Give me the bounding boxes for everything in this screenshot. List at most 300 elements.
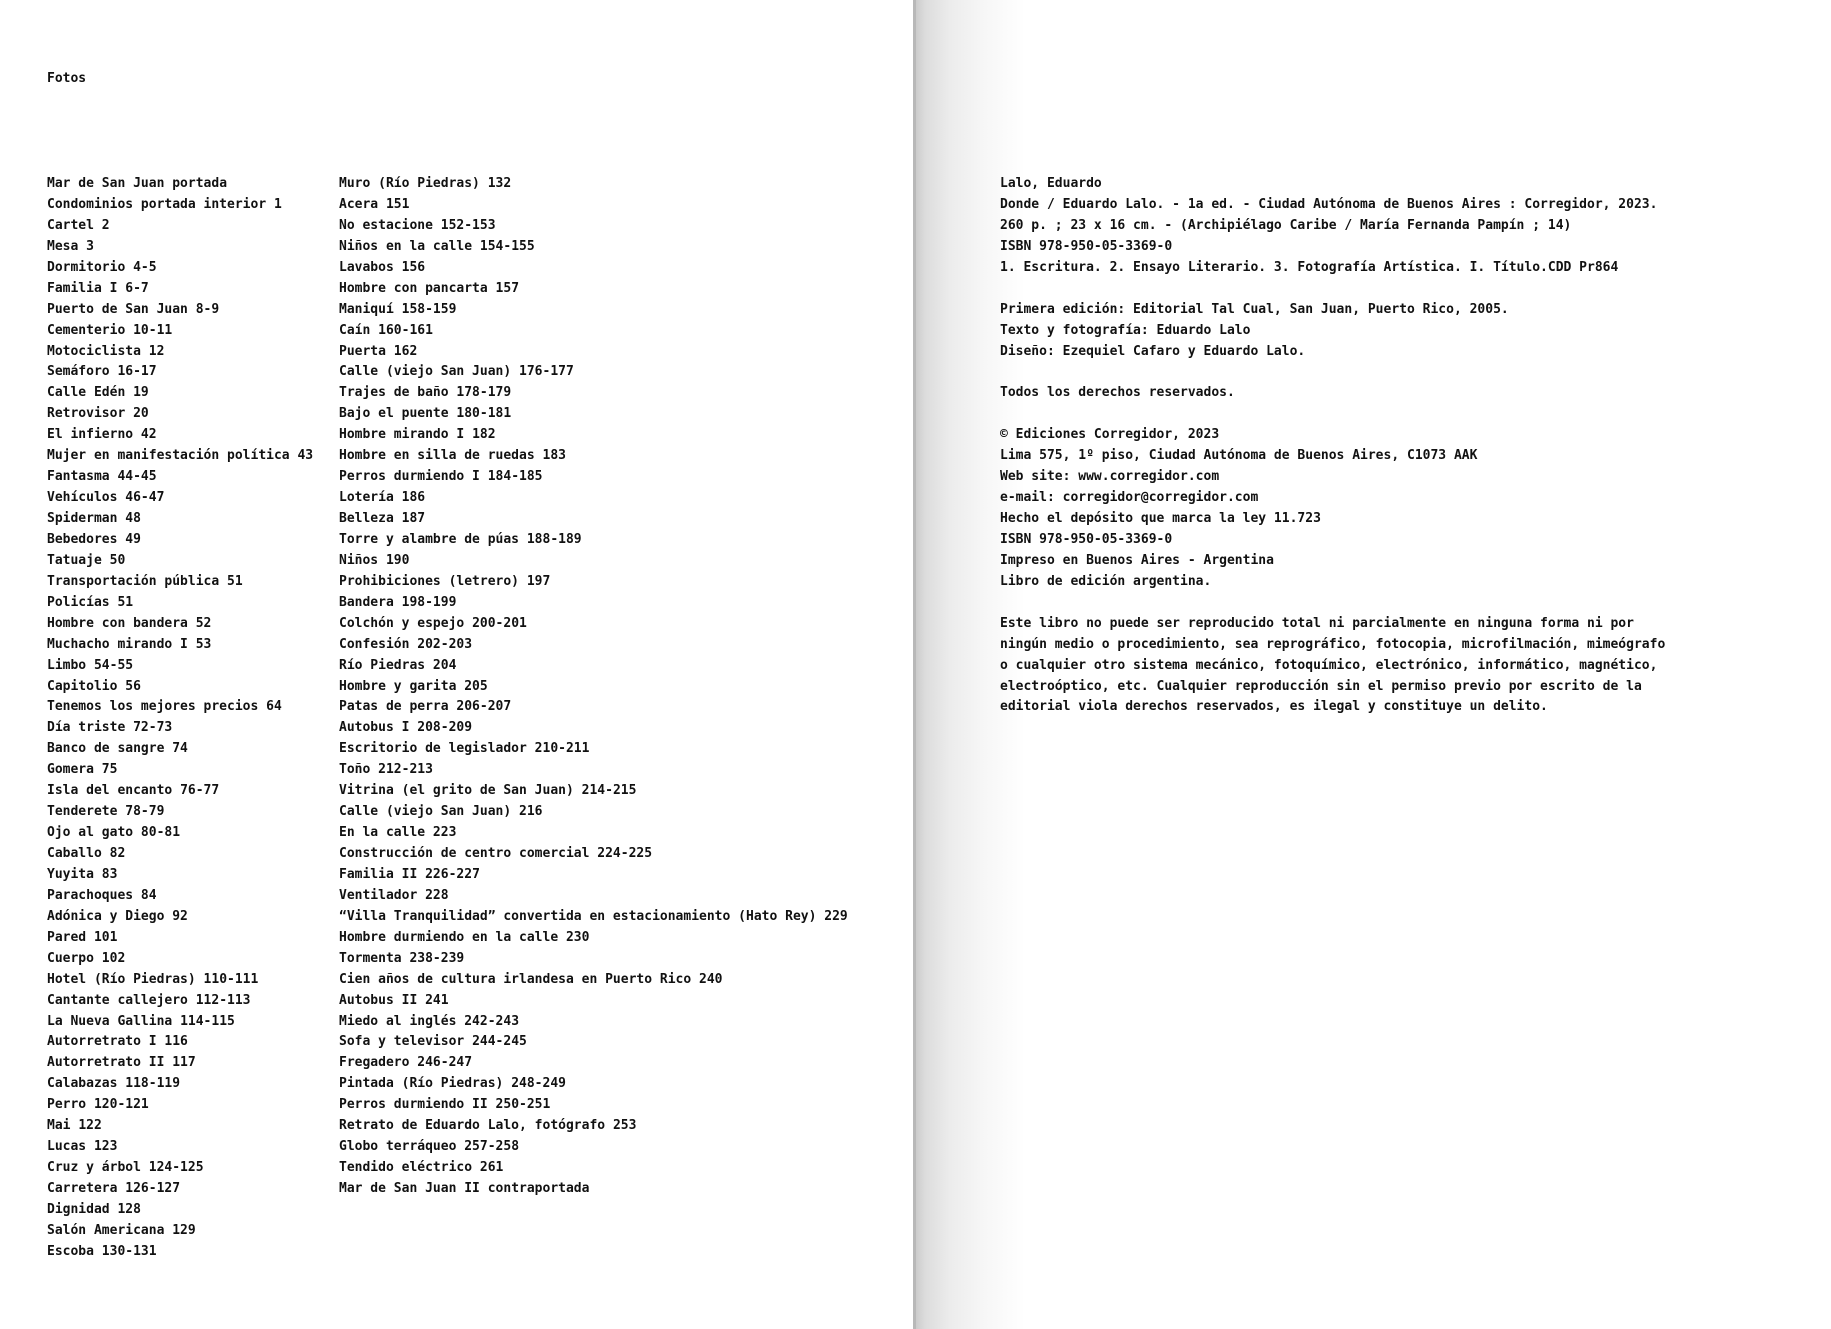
photo-page-number: 126-127	[125, 1181, 181, 1196]
photo-title: Bandera	[339, 594, 394, 610]
photo-title: Mai	[47, 1118, 71, 1134]
photo-page-number: 226-227	[425, 866, 480, 882]
photo-title: Lotería	[339, 490, 394, 506]
photo-title: Niños en la calle	[339, 238, 473, 254]
photo-title: Acera	[339, 196, 379, 212]
photo-list-item	[339, 300, 848, 321]
photo-list-item	[47, 509, 313, 530]
catalog-line: 1. Escritura. 2. Ensayo Literario. 3. Fotografía Artística. I. Título.CDD Pr864	[1000, 259, 1619, 275]
photo-list-item	[47, 593, 313, 614]
photo-page-number: 16-17	[117, 364, 157, 380]
photo-list-item	[47, 1053, 313, 1074]
photo-title: Tatuaje	[47, 552, 102, 568]
photo-list-item	[47, 237, 313, 258]
photo-title: Escritorio de legislador	[339, 741, 527, 757]
photo-list-item	[47, 174, 313, 195]
photo-list-item	[339, 446, 848, 467]
photo-title: Calabazas	[47, 1076, 118, 1092]
photo-list-item	[47, 970, 313, 991]
photo-list-item	[339, 593, 848, 614]
photo-title: Bebedores	[47, 531, 118, 547]
photo-page-number: 188-189	[526, 531, 582, 547]
photo-title: Perros durmiendo I	[339, 469, 480, 485]
photo-list-item	[339, 383, 848, 404]
photo-list-item	[339, 656, 848, 677]
photo-list-item	[339, 1137, 848, 1158]
photo-title: Hombre mirando I	[339, 427, 465, 443]
photo-list-item	[339, 237, 848, 258]
photo-list-item	[339, 844, 848, 865]
photo-title: Río Piedras	[339, 657, 426, 673]
photo-list-item	[47, 802, 313, 823]
photo-title: Prohibiciones (letrero)	[339, 573, 520, 589]
photo-page-number: 178-179	[456, 385, 512, 401]
photo-title: Retrato de Eduardo Lalo, fotógrafo	[339, 1118, 606, 1134]
photo-list-item	[47, 781, 313, 802]
photo-page-number: 123	[93, 1139, 118, 1155]
photo-list-item	[339, 907, 848, 928]
photo-page-number: 180-181	[456, 406, 512, 422]
right-page	[915, 0, 1831, 1329]
publisher-line: Lima 575, 1º piso, Ciudad Autónoma de Buenos Aires, C1073 AAK	[1000, 448, 1478, 464]
photo-title: El infierno	[47, 427, 134, 443]
photo-title: Maniquí	[339, 301, 394, 317]
photo-list-item	[339, 677, 848, 698]
photo-list-item	[47, 1200, 313, 1221]
photo-title: Gomera	[47, 762, 94, 778]
photo-page-number: 230	[565, 929, 590, 945]
photo-list-item	[339, 572, 848, 593]
photo-title: Policías	[47, 594, 110, 610]
photo-page-number: 82	[109, 846, 126, 861]
photo-page-number: 240	[699, 971, 723, 987]
photo-title: Mar de San Juan	[47, 176, 165, 191]
photo-page-number: 184-185	[487, 469, 543, 485]
photo-list-item	[47, 362, 313, 383]
photo-page-number: 80-81	[140, 825, 181, 841]
photo-page-number: 190	[385, 552, 410, 568]
photo-page-number: 44-45	[117, 469, 157, 485]
photo-list-item	[339, 949, 848, 970]
photo-page-number: 10-11	[133, 322, 173, 338]
photo-list-item	[47, 216, 313, 237]
photo-list-item	[47, 404, 313, 425]
photo-page-number: 182	[472, 427, 496, 443]
photo-list-item	[339, 404, 848, 425]
photo-page-number: 114-115	[180, 1013, 235, 1029]
photo-title: Niños	[339, 552, 379, 568]
photo-title: Cien años de cultura irlandesa en Puerto Rico	[339, 971, 692, 987]
photo-page-number: 238-239	[409, 950, 465, 966]
photo-list-item	[47, 279, 313, 300]
photo-title: Hotel (Río Piedras)	[47, 971, 196, 987]
publisher-block	[1000, 425, 1665, 593]
photo-list-item	[339, 174, 848, 195]
photo-list-item	[47, 907, 313, 928]
photo-list-item	[339, 1012, 848, 1033]
photo-list-item	[47, 1137, 313, 1158]
photo-title: Muchacho mirando I	[47, 636, 188, 652]
photo-title: “Villa Tranquilidad” convertida en estacionamiento (Hato Rey)	[339, 908, 817, 924]
photo-title: Hombre durmiendo en la calle	[339, 929, 559, 945]
photo-title: Puerta	[339, 343, 386, 359]
publisher-line: Impreso en Buenos Aires - Argentina	[1000, 552, 1274, 568]
photo-list-column-1	[47, 174, 313, 1263]
photo-page-number: 12	[148, 343, 165, 359]
photo-list-item	[47, 677, 313, 698]
photo-page-number: 244-245	[472, 1034, 527, 1050]
photo-title: Hombre y garita	[339, 678, 457, 694]
photo-page-number: portada	[172, 176, 228, 191]
photo-page-number: 154-155	[479, 238, 535, 254]
photo-title: Hombre con pancarta	[339, 280, 488, 296]
photo-title: Capitolio	[47, 678, 118, 694]
spacer	[1000, 593, 1665, 614]
photo-list-item	[47, 383, 313, 404]
photo-title: Perro	[47, 1097, 87, 1113]
photo-list-item	[47, 572, 313, 593]
publisher-line: © Ediciones Corregidor, 2023	[1000, 427, 1220, 443]
photo-page-number: 49	[125, 531, 141, 547]
photo-title: Cruz y árbol	[47, 1160, 141, 1176]
photo-page-number: 53	[195, 636, 212, 652]
photo-list-item	[47, 321, 313, 342]
photo-page-number: 6-7	[125, 280, 149, 296]
photo-list-item	[339, 321, 848, 342]
legal-line: electroóptico, etc. Cualquier reproducción sin el permiso previo por escrito de la	[1000, 678, 1642, 694]
photo-page-number: 42	[140, 427, 157, 443]
photo-title: Hombre con bandera	[47, 615, 188, 631]
photo-title: Cantante callejero	[47, 992, 188, 1008]
photo-list-item	[47, 1012, 313, 1033]
photo-page-number: 84	[140, 887, 157, 903]
photo-list-item	[339, 342, 848, 363]
photo-list-item	[47, 446, 313, 467]
photo-page-number: 224-225	[597, 846, 653, 861]
catalog-block	[1000, 174, 1665, 279]
photo-page-number: 228	[425, 887, 449, 903]
photo-page-number: 48	[125, 511, 141, 526]
photo-list-item	[47, 195, 313, 216]
photo-list-item	[47, 823, 313, 844]
photo-title: Fantasma	[47, 469, 110, 485]
photo-page-number: 76-77	[180, 783, 220, 799]
photo-list-item	[339, 551, 848, 572]
photo-page-number: 3	[86, 238, 94, 254]
photo-list-item	[339, 928, 848, 949]
photo-page-number: 253	[612, 1118, 637, 1134]
photo-title: Calle Edén	[47, 385, 126, 401]
photo-page-number: 78-79	[125, 804, 165, 820]
edition-line: Primera edición: Editorial Tal Cual, San Juan, Puerto Rico, 2005.	[1000, 301, 1509, 317]
photo-page-number: 183	[542, 448, 566, 464]
photo-title: Patas de perra	[339, 699, 449, 715]
photo-list-item	[339, 1158, 848, 1179]
photo-page-number: 248-249	[511, 1076, 566, 1092]
photo-page-number: 72-73	[133, 720, 173, 736]
photo-list-item	[339, 760, 848, 781]
photo-title: Autorretrato II	[47, 1055, 165, 1071]
photo-page-number: 223	[432, 825, 457, 841]
photo-page-number: 202-203	[417, 636, 473, 652]
photo-title: Condominios portada interior	[47, 196, 267, 212]
photo-title: Motociclista	[47, 343, 141, 359]
photo-title: Tormenta	[339, 950, 402, 966]
photo-page-number: 216	[519, 804, 543, 820]
photo-title: Mesa	[47, 238, 79, 254]
photo-list-item	[339, 509, 848, 530]
photo-page-number: 54-55	[93, 657, 134, 673]
catalog-line: ISBN 978-950-05-3369-0	[1000, 238, 1173, 254]
photo-list-item	[47, 635, 313, 656]
photo-list-item	[47, 488, 313, 509]
legal-line: ningún medio o procedimiento, sea reprográfico, fotocopia, microfilmación, mimeógrafo	[1000, 636, 1666, 652]
photo-list-item	[47, 1032, 313, 1053]
edition-line: Diseño: Ezequiel Cafaro y Eduardo Lalo.	[1000, 343, 1306, 359]
photo-page-number: 160-161	[378, 322, 433, 338]
photo-list-item	[47, 844, 313, 865]
photo-page-number: 198-199	[401, 594, 457, 610]
photo-list-item	[47, 551, 313, 572]
photo-page-number: 197	[526, 573, 551, 589]
photo-title: Familia I	[47, 280, 118, 296]
photo-page-number: 46-47	[125, 490, 165, 506]
photo-title: En la calle	[339, 825, 426, 841]
photo-page-number: 250-251	[495, 1097, 551, 1113]
photo-title: Spiderman	[47, 511, 118, 526]
photo-list-item	[339, 1116, 848, 1137]
photo-page-number: 187	[401, 511, 426, 526]
photo-title: Carretera	[47, 1181, 118, 1196]
rights-line: Todos los derechos reservados.	[1000, 385, 1235, 401]
photo-list-item	[339, 1095, 848, 1116]
publisher-line: ISBN 978-950-05-3369-0	[1000, 531, 1173, 547]
photo-title: Perros durmiendo II	[339, 1097, 488, 1113]
photo-title: Día triste	[47, 720, 126, 736]
photo-title: Mar de San Juan II	[339, 1181, 480, 1196]
photo-list-item	[47, 530, 313, 551]
photo-title: Cuerpo	[47, 950, 94, 966]
photo-page-number: 132	[487, 176, 512, 191]
photo-title: Adónica y Diego	[47, 908, 165, 924]
photo-title: Fregadero	[339, 1055, 410, 1071]
photo-list-item	[339, 467, 848, 488]
photo-page-number: 74	[172, 741, 188, 757]
photo-page-number: 124-125	[148, 1160, 204, 1176]
photo-page-number: 51	[227, 573, 243, 589]
legal-line: o cualquier otro sistema mecánico, fotoquímico, electrónico, informático, magnético,	[1000, 657, 1658, 673]
photo-page-number: 128	[117, 1201, 141, 1217]
photo-list-item	[47, 991, 313, 1012]
photo-list-item	[339, 1074, 848, 1095]
photo-title: Salón Americana	[47, 1222, 165, 1238]
photo-title: Construcción de centro comercial	[339, 846, 590, 861]
photo-page-number: 75	[101, 762, 118, 778]
photo-title: Tenemos los mejores precios	[47, 699, 259, 715]
photo-page-number: 261	[479, 1160, 504, 1176]
photo-title: Lucas	[47, 1139, 87, 1155]
photo-list-item	[339, 530, 848, 551]
photo-title: Toño	[339, 762, 371, 778]
photo-title: Miedo al inglés	[339, 1013, 457, 1029]
photo-title: Hombre en silla de ruedas	[339, 448, 535, 464]
photo-title: Parachoques	[47, 887, 134, 903]
photo-page-number: 129	[172, 1222, 196, 1238]
photo-page-number: 118-119	[125, 1076, 181, 1092]
catalog-line: Lalo, Eduardo	[1000, 176, 1102, 191]
photo-page-number: 212-213	[378, 762, 433, 778]
photo-page-number: 43	[297, 448, 314, 464]
photo-title: Caín	[339, 322, 371, 338]
catalog-line: Donde / Eduardo Lalo. - 1a ed. - Ciudad Autónoma de Buenos Aires : Corregidor, 2023.	[1000, 196, 1658, 212]
photo-title: Bajo el puente	[339, 406, 449, 422]
photo-list-item	[339, 279, 848, 300]
photo-page-number: 110-111	[203, 971, 259, 987]
photo-list-item	[339, 718, 848, 739]
photo-title: Cartel	[47, 217, 94, 233]
colophon	[1000, 174, 1665, 718]
photo-title: Pintada (Río Piedras)	[339, 1076, 504, 1092]
photo-title: Semáforo	[47, 364, 110, 380]
photo-list-item	[339, 425, 848, 446]
photo-list-item	[47, 886, 313, 907]
photo-list-item	[339, 1032, 848, 1053]
photo-page-number: 257-258	[464, 1139, 520, 1155]
spacer	[1000, 404, 1665, 425]
photo-list-item	[47, 467, 313, 488]
photo-page-number: contraportada	[487, 1181, 590, 1196]
photo-page-number: 122	[78, 1118, 102, 1134]
publisher-line: Web site: www.corregidor.com	[1000, 469, 1220, 485]
photo-page-number: 8-9	[195, 301, 220, 317]
photo-list-item	[339, 614, 848, 635]
photo-title: La Nueva Gallina	[47, 1013, 173, 1029]
photo-list-item	[47, 1242, 313, 1263]
photo-list-item	[47, 656, 313, 677]
photo-list-item	[47, 614, 313, 635]
photo-title: Dormitorio	[47, 259, 126, 275]
photo-page-number: 200-201	[472, 615, 527, 631]
photo-title: Familia II	[339, 866, 418, 882]
photos-heading: Fotos	[47, 71, 87, 86]
photo-page-number: 246-247	[417, 1055, 473, 1071]
photo-page-number: 92	[172, 908, 188, 924]
photo-list-item	[339, 258, 848, 279]
photo-title: Belleza	[339, 511, 394, 526]
photo-list-item	[47, 258, 313, 279]
photo-page-number: 186	[401, 490, 426, 506]
photo-list-item	[47, 425, 313, 446]
photo-page-number: 20	[133, 406, 149, 422]
photo-list-item	[339, 488, 848, 509]
photo-list-item	[339, 195, 848, 216]
publisher-line: e-mail: corregidor@corregidor.com	[1000, 490, 1259, 506]
photo-list-item	[47, 1116, 313, 1137]
photo-title: Puerto de San Juan	[47, 301, 188, 317]
photo-title: Ojo al gato	[47, 825, 134, 841]
photo-title: Autobus I	[339, 720, 410, 736]
photo-page-number: 241	[425, 992, 449, 1008]
photo-list-item	[339, 991, 848, 1012]
photo-title: Isla del encanto	[47, 783, 173, 799]
photo-title: Tenderete	[47, 804, 118, 820]
photo-page-number: 64	[266, 699, 282, 715]
photo-title: Caballo	[47, 846, 102, 861]
photo-list-item	[339, 1053, 848, 1074]
photo-title: Globo terráqueo	[339, 1139, 457, 1155]
photo-title: Sofa y televisor	[339, 1034, 465, 1050]
photo-page-number: 210-211	[534, 741, 590, 757]
photo-list-item	[339, 823, 848, 844]
rights-block	[1000, 383, 1665, 404]
photo-title: Autobus II	[339, 992, 418, 1008]
photo-page-number: 205	[464, 678, 488, 694]
photo-page-number: 204	[432, 657, 457, 673]
photo-title: No estacione	[339, 217, 433, 233]
photo-page-number: 112-113	[195, 992, 251, 1008]
photo-title: Banco de sangre	[47, 741, 165, 757]
photo-page-number: 102	[101, 950, 126, 966]
photo-title: Dignidad	[47, 1201, 110, 1217]
photo-title: Pared	[47, 929, 87, 945]
photo-list-item	[47, 1074, 313, 1095]
photo-page-number: 242-243	[464, 1013, 520, 1029]
photo-page-number: 52	[195, 615, 212, 631]
photo-list-item	[47, 1179, 313, 1200]
photo-list-item	[47, 697, 313, 718]
photo-list-item	[47, 300, 313, 321]
photo-list-item	[47, 760, 313, 781]
photo-list-item	[47, 928, 313, 949]
photo-title: Transportación pública	[47, 573, 220, 589]
photo-page-number: 19	[133, 385, 149, 401]
catalog-line: 260 p. ; 23 x 16 cm. - (Archipiélago Caribe / María Fernanda Pampín ; 14)	[1000, 217, 1572, 233]
photo-page-number: 4-5	[133, 259, 157, 275]
photo-list-item	[47, 718, 313, 739]
photo-title: Vitrina (el grito de San Juan)	[339, 783, 574, 799]
photo-list-item	[47, 342, 313, 363]
photo-list-item	[47, 1158, 313, 1179]
photo-page-number: 156	[401, 259, 426, 275]
photo-list-item	[47, 739, 313, 760]
edition-line: Texto y fotografía: Eduardo Lalo	[1000, 322, 1251, 338]
photo-list-item	[47, 949, 313, 970]
photo-page-number: 130-131	[101, 1243, 157, 1259]
photo-page-number: 162	[393, 343, 418, 359]
photo-list-item	[47, 1095, 313, 1116]
photo-page-number: 101	[93, 929, 118, 945]
photo-page-number: 158-159	[401, 301, 457, 317]
spacer	[1000, 279, 1665, 300]
photo-page-number: 229	[824, 908, 848, 924]
photo-list-item	[339, 739, 848, 760]
photo-title: Vehículos	[47, 490, 118, 506]
photo-title: Calle (viejo San Juan)	[339, 364, 512, 380]
publisher-line: Libro de edición argentina.	[1000, 573, 1212, 589]
photo-page-number: 83	[101, 866, 118, 882]
photo-page-number: 1	[273, 196, 282, 212]
photo-page-number: 56	[125, 678, 141, 694]
photo-page-number: 206-207	[456, 699, 512, 715]
photo-page-number: 2	[101, 217, 110, 233]
photo-page-number: 152-153	[440, 217, 496, 233]
photo-page-number: 120-121	[93, 1097, 149, 1113]
photo-list-item	[339, 216, 848, 237]
photo-title: Confesión	[339, 636, 410, 652]
photo-page-number: 208-209	[417, 720, 473, 736]
photo-title: Colchón y espejo	[339, 615, 465, 631]
spacer	[1000, 362, 1665, 383]
